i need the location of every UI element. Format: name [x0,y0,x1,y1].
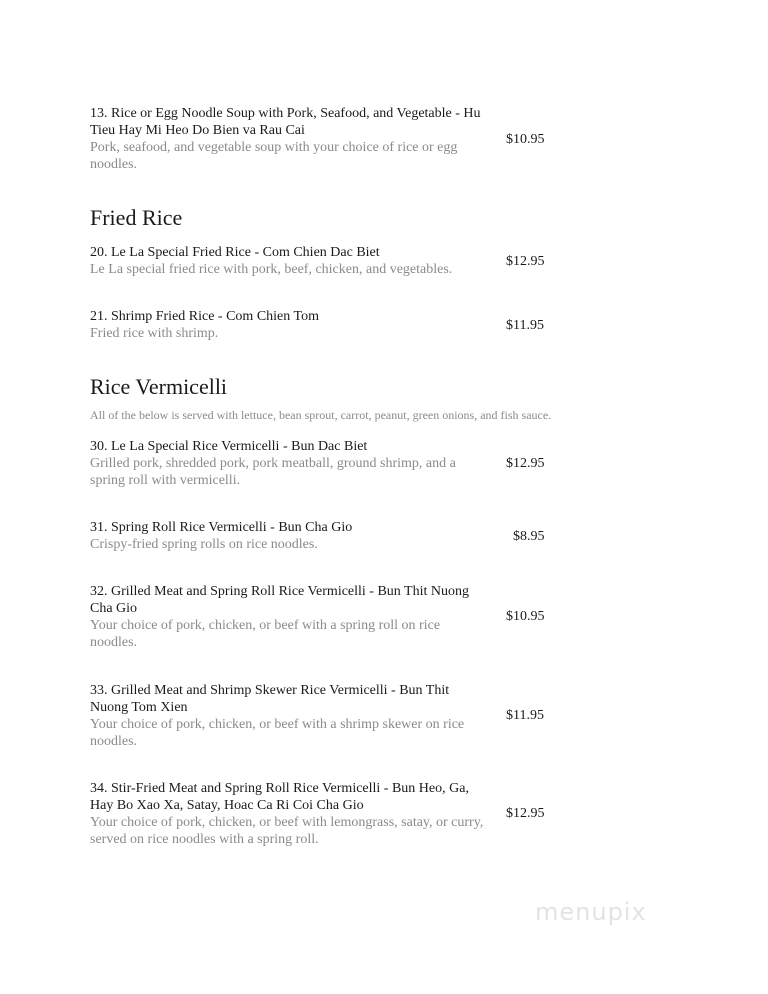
item-price: $12.95 [506,456,545,471]
item-name: 31. Spring Roll Rice Vermicelli - Bun Cha Gio [90,520,353,535]
item-description: Your choice of pork, chicken, or beef with a spring roll on rice noodles. [90,618,441,650]
item-price: $10.95 [506,132,545,147]
item-description: Fried rice with shrimp. [90,326,219,341]
item-description: Crispy-fried spring rolls on rice noodles. [90,537,318,552]
item-price: $12.95 [506,806,545,821]
item-price: $11.95 [506,708,544,723]
item-description: Your choice of pork, chicken, or beef with lemongrass, satay, or curry, served on rice noodles with a spring roll. [90,815,484,847]
item-name: 34. Stir-Fried Meat and Spring Roll Rice Vermicelli - Bun Heo, Ga, Hay Bo Xao Xa, Satay, Hoac Ca Ri Coi Cha Gio [90,781,469,813]
item-description: Your choice of pork, chicken, or beef with a shrimp skewer on rice noodles. [90,717,465,749]
menu-item-31 [90,519,490,553]
section-heading-fried-rice: Fried Rice [90,205,183,230]
menu-item-32 [90,583,490,651]
watermark-logo: menupix [535,898,647,926]
menu-item-34 [90,780,490,848]
section-note: All of the below is served with lettuce, bean sprout, carrot, peanut, green onions, and fish sauce. [90,408,552,422]
item-description: Pork, seafood, and vegetable soup with your choice of rice or egg noodles. [90,140,458,172]
item-name: 13. Rice or Egg Noodle Soup with Pork, Seafood, and Vegetable - Hu Tieu Hay Mi Heo Do Bien va Rau Cai [90,106,481,138]
item-price: $11.95 [506,318,544,333]
menu-item-21 [90,308,490,342]
item-description: Grilled pork, shredded pork, pork meatball, ground shrimp, and a spring roll with vermicelli. [90,456,456,488]
item-price: $10.95 [506,609,545,624]
item-price: $8.95 [513,529,545,544]
item-name: 32. Grilled Meat and Spring Roll Rice Vermicelli - Bun Thit Nuong Cha Gio [90,584,469,616]
item-name: 30. Le La Special Rice Vermicelli - Bun Dac Biet [90,439,368,454]
item-description: Le La special fried rice with pork, beef, chicken, and vegetables. [90,262,453,277]
menu-item-30 [90,438,490,489]
item-name: 20. Le La Special Fried Rice - Com Chien Dac Biet [90,245,380,260]
menu-item-33 [90,682,490,750]
item-name: 21. Shrimp Fried Rice - Com Chien Tom [90,309,319,324]
section-heading-rice-vermicelli: Rice Vermicelli [90,374,228,399]
item-name: 33. Grilled Meat and Shrimp Skewer Rice Vermicelli - Bun Thit Nuong Tom Xien [90,683,450,715]
item-price: $12.95 [506,254,545,269]
menu-item-13 [90,105,490,173]
menu-item-20 [90,244,490,278]
